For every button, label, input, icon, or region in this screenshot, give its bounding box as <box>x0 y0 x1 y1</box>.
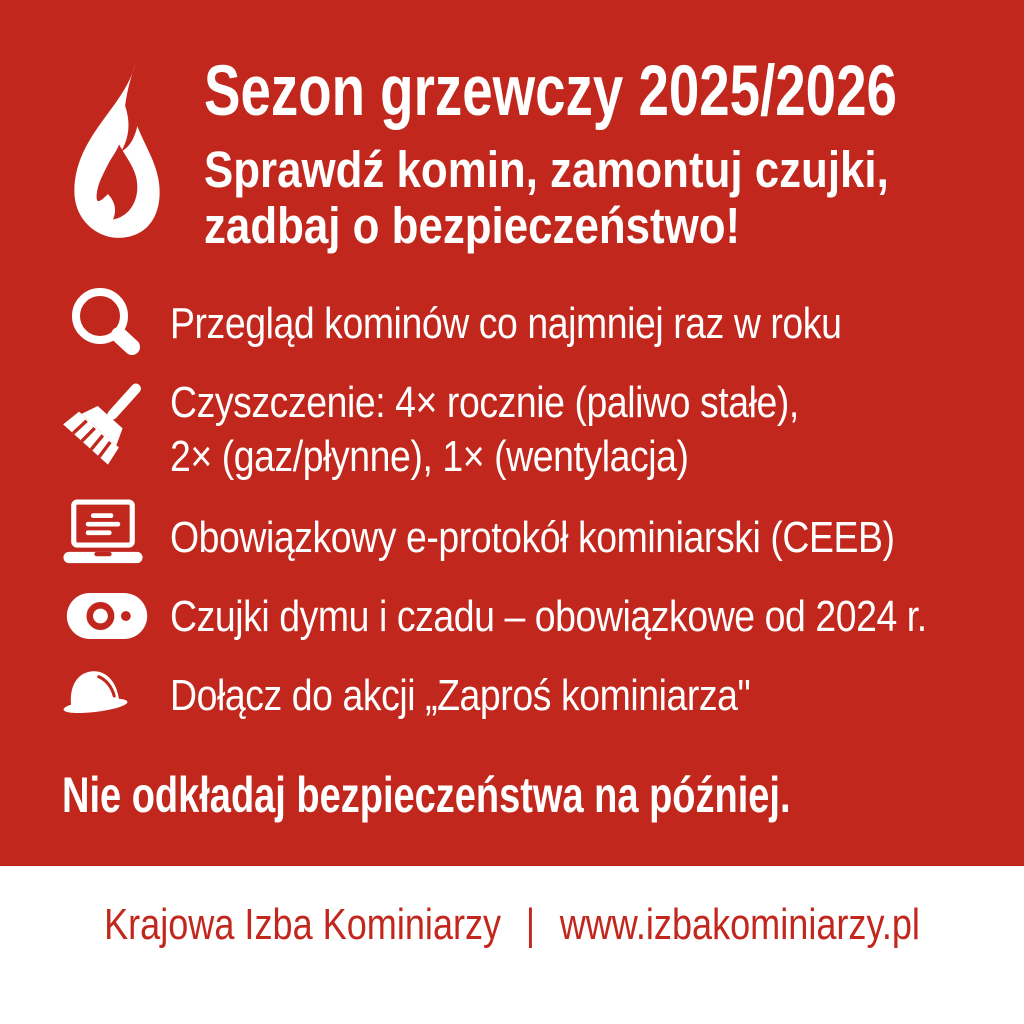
poster-subtitle <box>204 142 889 254</box>
list-item-inspection: Przegląd kominów co najmniej raz w roku <box>170 299 842 348</box>
closing-statement: Nie odkładaj bezpieczeństwa na później. <box>62 767 791 823</box>
magnifier-icon <box>66 286 146 362</box>
brush-icon <box>62 378 146 470</box>
subtitle-line-1: Sprawdź komin, zamontuj czujki, <box>204 141 889 198</box>
list-item-detectors: Czujki dymu i czadu – obowiązkowe od 2024 r. <box>170 592 927 641</box>
cleaning-line-1: Czyszczenie: 4× rocznie (paliwo stałe), <box>170 378 799 427</box>
footer-bar <box>92 901 932 949</box>
list-item-cleaning <box>170 376 799 483</box>
list-item-eprotocol: Obowiązkowy e-protokół kominiarski (CEEB) <box>170 513 895 562</box>
helmet-icon <box>60 660 128 722</box>
cleaning-line-2: 2× (gaz/płynne), 1× (wentylacja) <box>170 431 689 481</box>
laptop-icon <box>60 498 146 568</box>
footer-organization: Krajowa Izba Kominiarzy <box>104 900 502 949</box>
flame-icon <box>50 45 182 255</box>
footer-website: www.izbakominiarzy.pl <box>559 900 920 949</box>
list-item-campaign: Dołącz do akcji „Zaproś kominiarza" <box>170 671 751 720</box>
poster-title: Sezon grzewczy 2025/2026 <box>204 52 897 131</box>
footer-separator: | <box>525 900 536 949</box>
subtitle-line-2: zadbaj o bezpieczeństwo! <box>204 197 741 255</box>
detector-icon <box>66 592 148 640</box>
